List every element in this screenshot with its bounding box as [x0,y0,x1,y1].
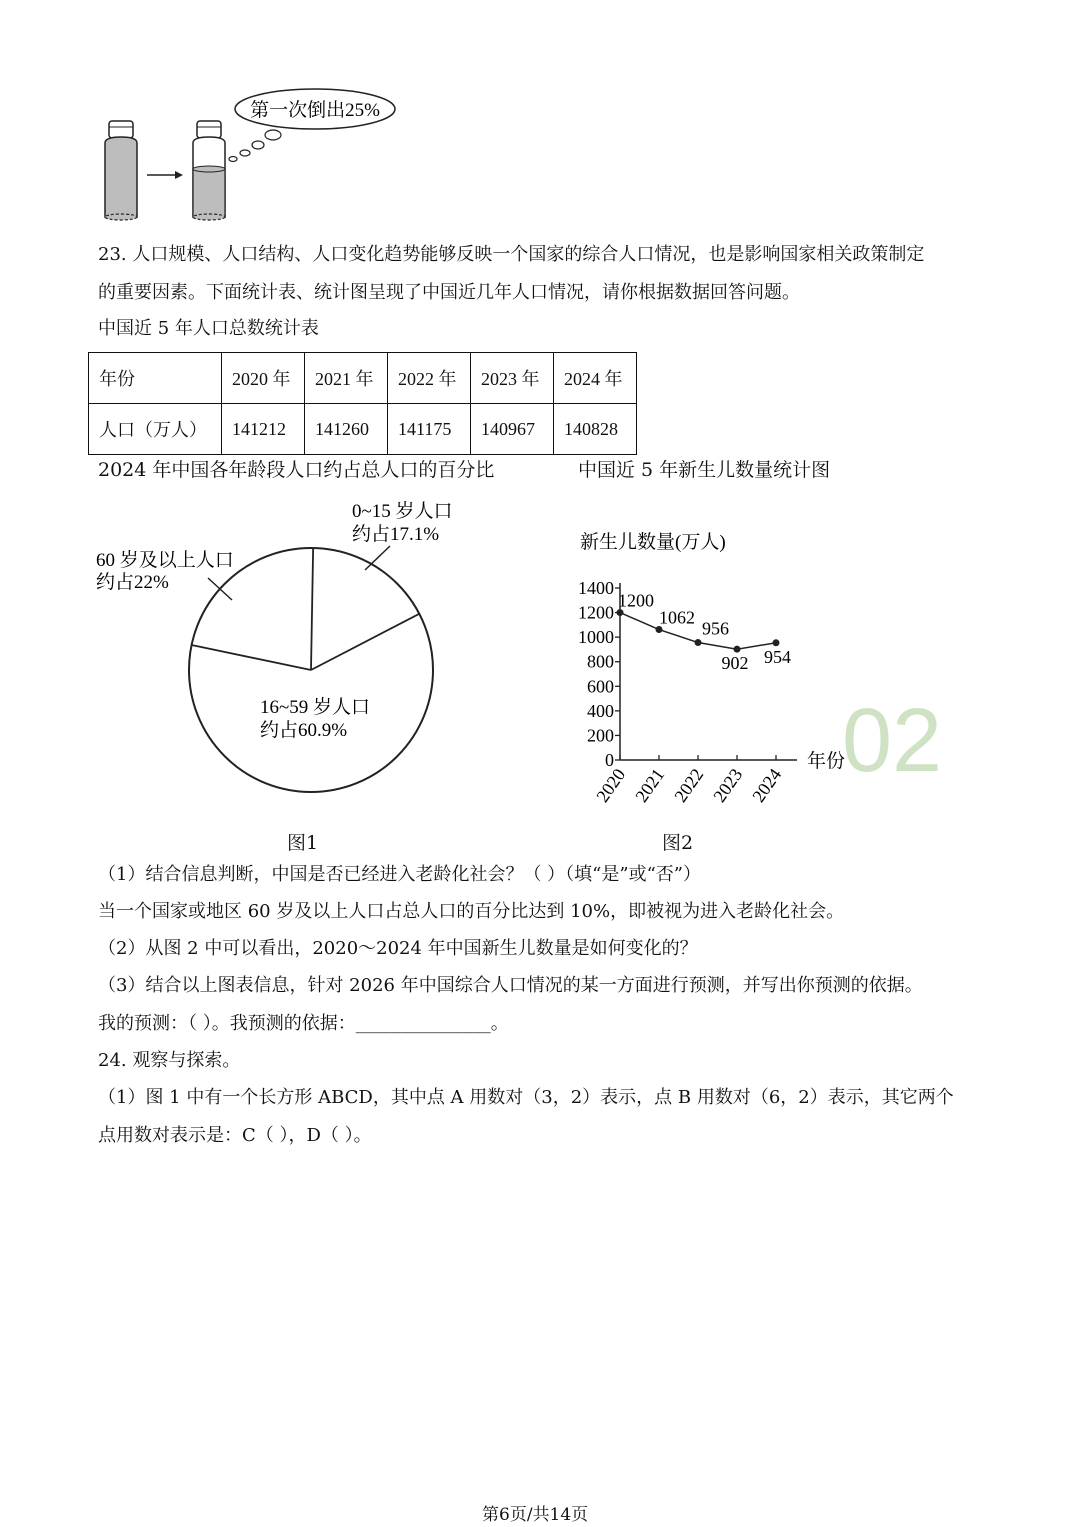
table-year: 2024 年 [554,353,637,404]
fig1-caption: 图1 [287,832,319,854]
watermark: 02 [842,691,943,791]
arrow-icon [147,171,183,179]
bubble-text: 第一次倒出25% [250,100,380,121]
q24-line1: （1）图 1 中有一个长方形 ABCD，其中点 A 用数对（3，2）表示，点 B 用数对（6，2）表示，其它两个 [98,1087,954,1108]
population-table [88,352,637,455]
y-tick-label: 800 [587,651,614,672]
line-chart-ylabel: 新生儿数量(万人) [580,532,726,553]
line-chart-xlabel: 年份 [807,751,846,772]
table-year: 2022 年 [388,353,471,404]
table-year: 2023 年 [471,353,554,404]
line-chart [545,520,865,820]
data-point [773,639,780,646]
y-tick-label: 1400 [578,578,614,598]
q23-line2: 的重要因素。下面统计表、统计图呈现了中国近几年人口情况，请你根据数据回答问题。 [98,282,800,303]
poured-bottle [193,121,225,220]
y-tick-label: 600 [587,676,614,697]
q23-sub3-answer: 我的预测：（ ）。我预测的依据：_______________。 [98,1013,509,1034]
table-cell: 140967 [471,404,554,455]
page-footer: 第6页/共14页 [482,1505,589,1525]
pie-label-0-15: 0~15 岁人口约占17.1% [352,501,453,545]
full-bottle [105,121,137,220]
x-tick-label: 2022 [670,764,708,806]
data-label: 1062 [659,607,695,628]
pie-leader-line [365,546,390,570]
data-point [734,646,741,653]
fig2-caption: 图2 [662,832,694,854]
line-chart-title: 中国近 5 年新生儿数量统计图 [578,459,831,481]
table-year: 2021 年 [305,353,388,404]
data-label: 954 [764,646,791,667]
q23-sub1-note: 当一个国家或地区 60 岁及以上人口占总人口的百分比达到 10%，即被视为进入老龄化社会。 [98,901,845,922]
x-tick-label: 2020 [592,764,630,806]
data-point [695,639,702,646]
y-tick-label: 1000 [578,627,614,648]
thought-bubble [229,89,395,162]
q23-sub3: （3）结合以上图表信息，针对 2026 年中国综合人口情况的某一方面进行预测，并写出你预测的依据。 [98,975,923,996]
data-label: 902 [721,653,749,674]
x-tick-label: 2021 [631,764,669,806]
table-cell: 141175 [388,404,471,455]
y-tick-label: 400 [587,700,614,721]
x-tick-label: 2024 [748,764,786,806]
table-cell: 140828 [554,404,637,455]
table-cell: 141260 [305,404,388,455]
q23-sub1: （1）结合信息判断，中国是否已经进入老龄化社会？（ ）（填“是”或“否”） [98,864,701,885]
table-year: 2020 年 [222,353,305,404]
table-header-label: 年份 [89,353,222,404]
table-row-label: 人口（万人） [89,404,222,455]
data-label: 1200 [618,590,654,611]
q23-sub2: （2）从图 2 中可以看出，2020～2024 年中国新生儿数量是如何变化的？ [98,938,698,959]
pie-label-60-plus: 60 岁及以上人口约占22% [96,550,234,593]
table-title: 中国近 5 年人口总数统计表 [98,318,319,339]
pie-chart [90,490,470,820]
y-tick-label: 1200 [578,602,614,623]
data-label: 956 [702,618,729,639]
table-row [89,353,637,404]
bottle-figure [95,85,405,230]
pie-label-16-59: 16~59 岁人口约占60.9% [260,697,371,741]
pie-title: 2024 年中国各年龄段人口约占总人口的百分比 [98,459,495,481]
y-tick-label: 0 [605,750,614,770]
y-tick-label: 200 [587,725,614,746]
table-cell: 141212 [222,404,305,455]
q24-line2: 点用数对表示是：C（ ），D（ ）。 [98,1125,372,1146]
q24-title: 24. 观察与探索。 [98,1050,241,1071]
x-tick-label: 2023 [709,764,747,806]
table-row [89,404,637,455]
q23-line1: 23. 人口规模、人口结构、人口变化趋势能够反映一个国家的综合人口情况，也是影响国家相关政策制定 [98,244,925,265]
